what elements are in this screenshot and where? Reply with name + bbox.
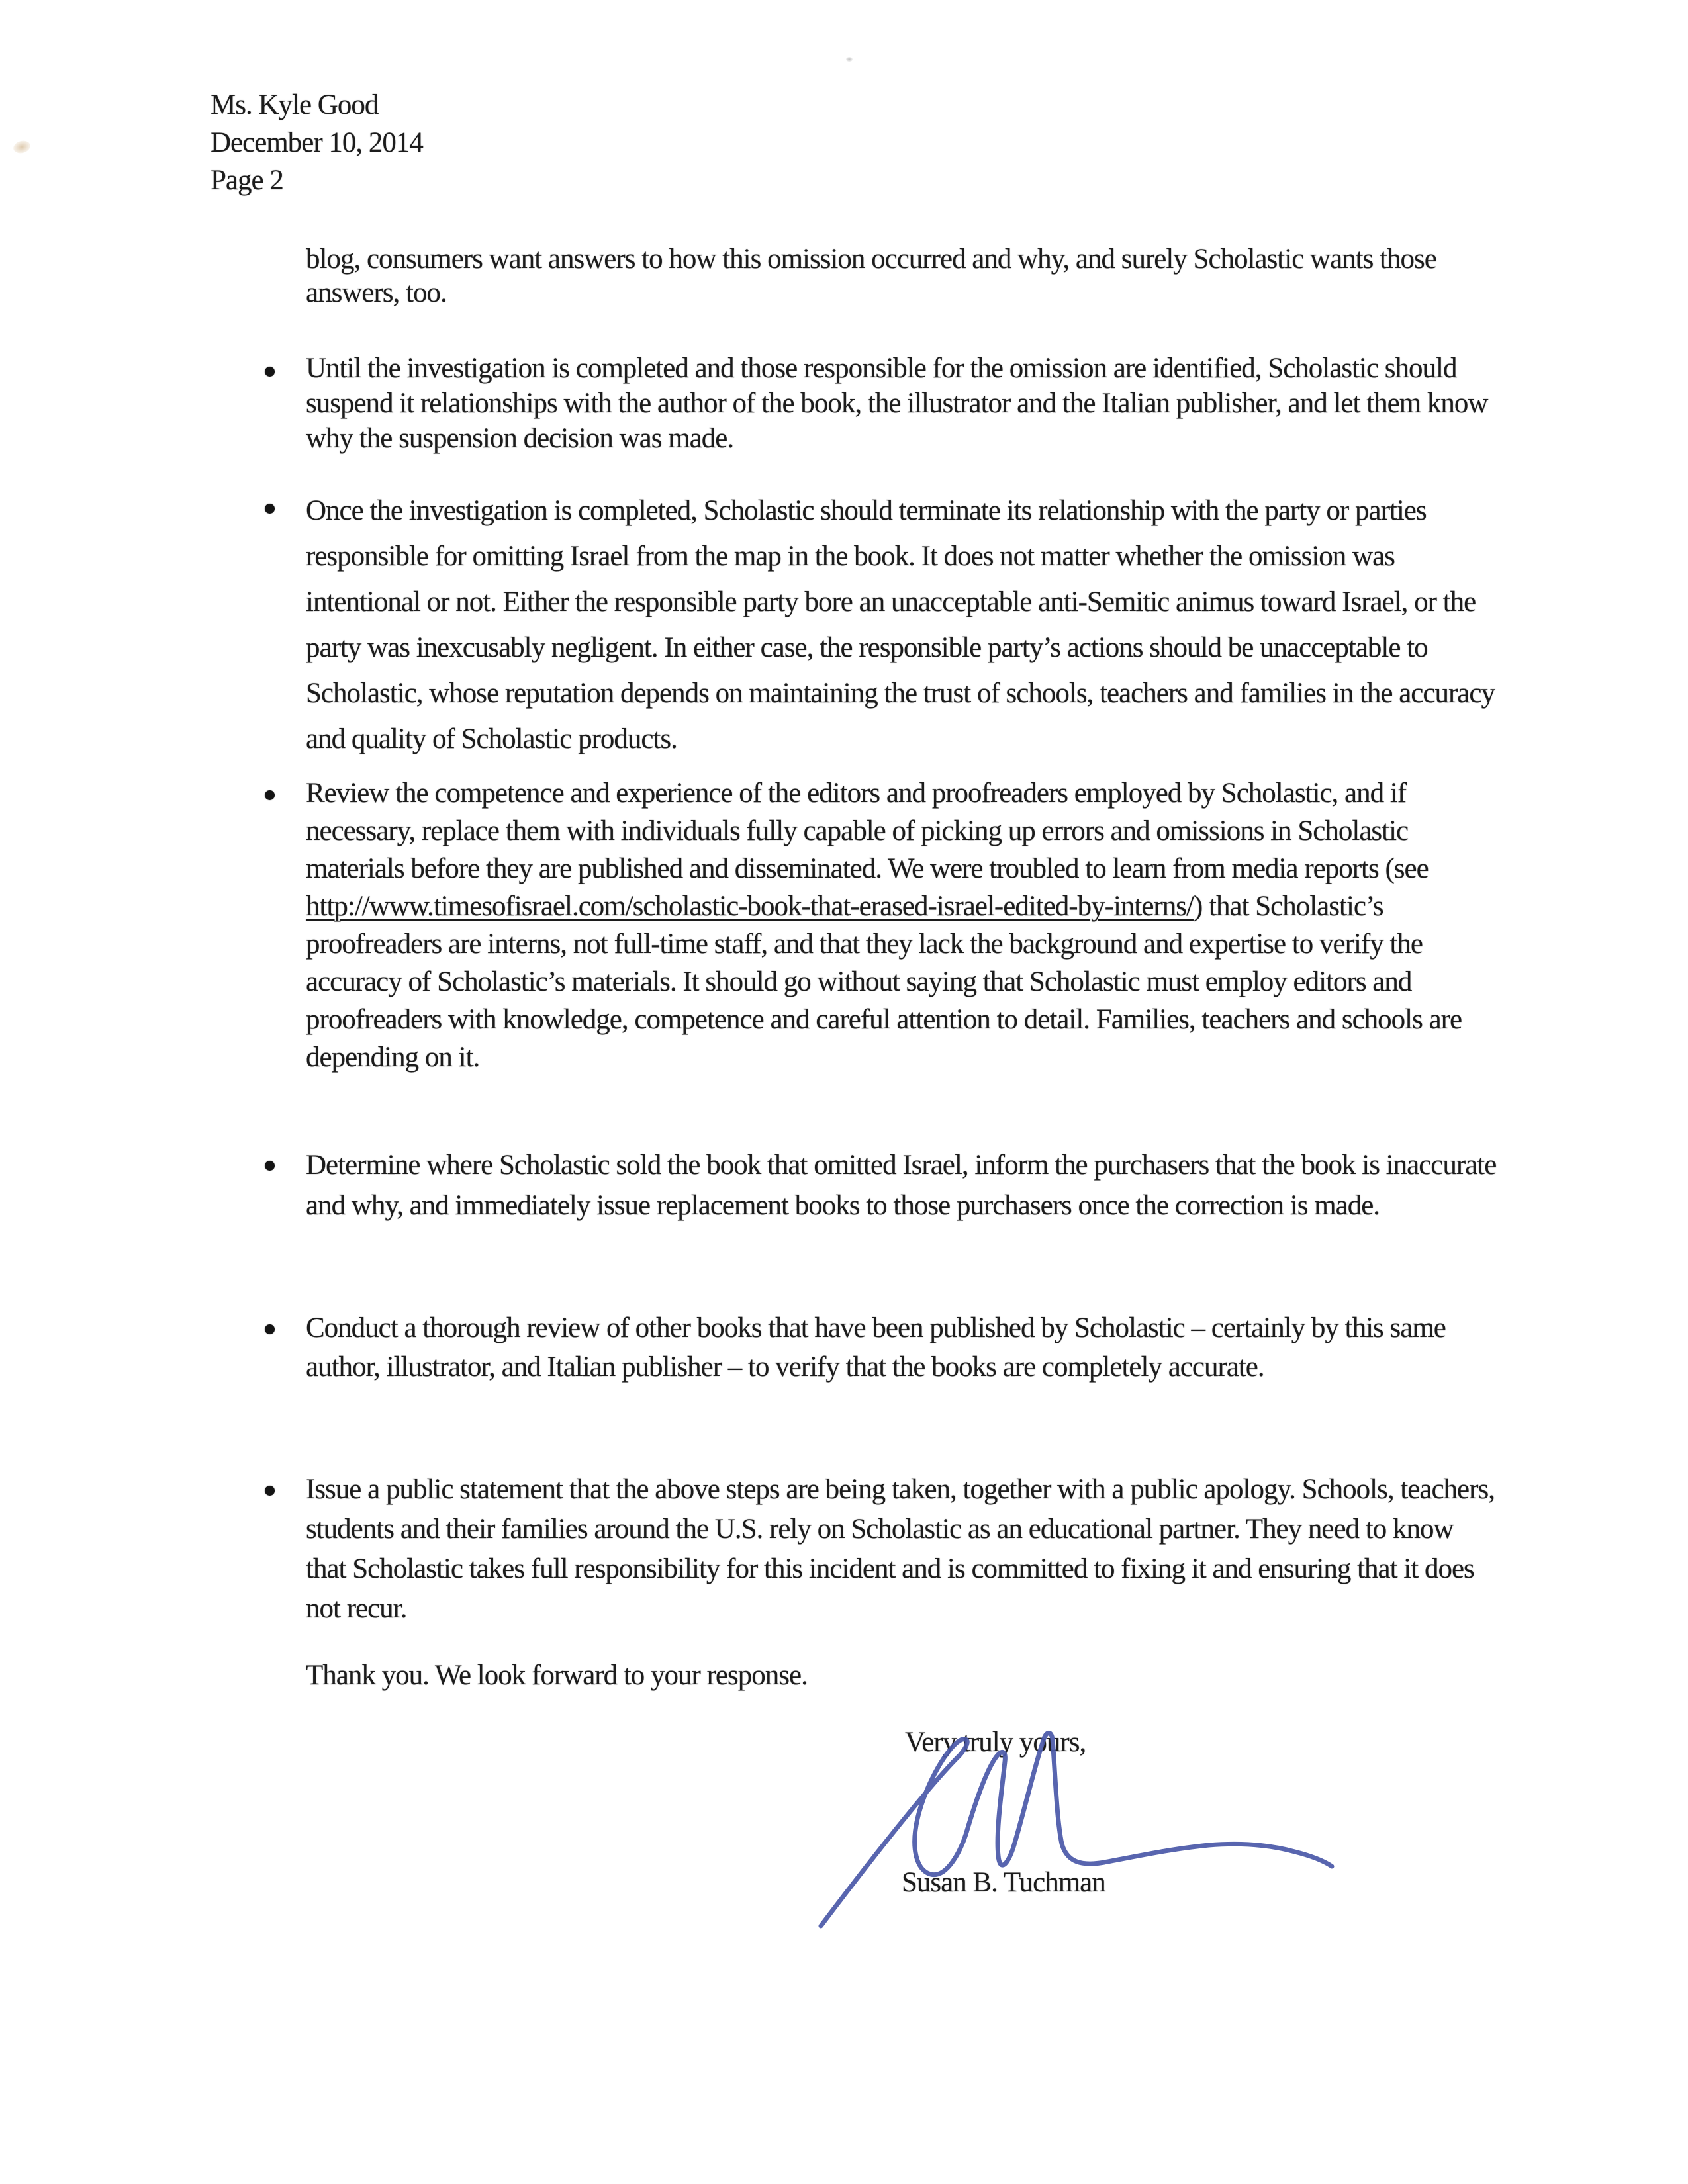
bullet-text: Conduct a thorough review of other books that have been published by Scholastic – certainly by this same author, illustrator, and Italian publisher – to verify that the books are completely accurate. <box>306 1312 1446 1383</box>
valediction: Very truly yours, <box>905 1727 1086 1758</box>
thank-you-paragraph: Thank you. We look forward to your response. <box>306 1660 808 1691</box>
scan-smudge-artifact <box>12 139 32 155</box>
signer-name: Susan B. Tuchman <box>902 1867 1105 1898</box>
bullet-item-review-editors <box>306 774 1497 1076</box>
bullet-item-suspend-relationships <box>306 351 1497 456</box>
letter-date: December 10, 2014 <box>211 127 423 158</box>
bullet-item-inform-purchasers <box>306 1145 1497 1226</box>
bullet-icon <box>265 504 275 514</box>
bullet-text: Until the investigation is completed and those responsible for the omission are identified, Scholastic should suspend it relationships with the author of the book, the illustrator and the Italian publisher, and let them know why the suspension decision was made. <box>306 353 1488 454</box>
bullet-text-after-link: ) that Scholastic’s proofreaders are interns, not full-time staff, and that they lack the background and expertise to verify the accuracy of Scholastic’s materials. It should go without saying that Scholastic must employ editors and proofreaders with knowledge, competence and careful attention to detail. Families, teachers and schools are depending on it. <box>306 891 1462 1073</box>
bullet-item-terminate-relationship <box>306 488 1497 762</box>
letter-header <box>211 86 806 199</box>
bullet-text: Issue a public statement that the above steps are being taken, together with a public apology. Schools, teachers, students and their families around the U.S. rely on Scholastic as an educational partner. They need to know that Scholastic takes full responsibility for this incident and is committed to fixing it and ensuring that it does not recur. <box>306 1474 1495 1624</box>
bullet-icon <box>265 367 275 377</box>
bullet-text-before-link: Review the competence and experience of the editors and proofreaders employed by Scholastic, and if necessary, replace them with individuals fully capable of picking up errors and omissions in Scholastic materials before they are published and disseminated. We were troubled to learn from media reports (see <box>306 778 1429 884</box>
bullet-icon <box>265 1161 275 1171</box>
bullet-text: Once the investigation is completed, Scholastic should terminate its relationship with the party or parties responsible for omitting Israel from the map in the book. It does not matter whether the omission was intentional or not. Either the responsible party bore an unacceptable anti-Semitic animus toward Israel, or the party was inexcusably negligent. In either case, the responsible party’s actions should be unacceptable to Scholastic, whose reputation depends on maintaining the trust of schools, teachers and families in the accuracy and quality of Scholastic products. <box>306 495 1495 754</box>
bullet-item-review-other-books <box>306 1308 1497 1387</box>
bullet-icon <box>265 790 275 800</box>
bullet-icon <box>265 1486 275 1496</box>
bullet-text: Determine where Scholastic sold the book that omitted Israel, inform the purchasers that the book is inaccurate and why, and immediately issue replacement books to those purchasers once the correction is made. <box>306 1150 1497 1221</box>
scan-speck-artifact <box>846 57 853 62</box>
recipient-name: Ms. Kyle Good <box>211 89 379 120</box>
article-url-link[interactable]: http://www.timesofisrael.com/scholastic-book-that-erased-israel-edited-by-interns/ <box>306 891 1194 922</box>
page-number: Page 2 <box>211 165 283 196</box>
bullet-icon <box>265 1324 275 1334</box>
bullet-item-public-statement <box>306 1470 1497 1629</box>
continuation-paragraph: blog, consumers want answers to how this omission occurred and why, and surely Scholastic wants those answers, too. <box>306 244 1436 308</box>
